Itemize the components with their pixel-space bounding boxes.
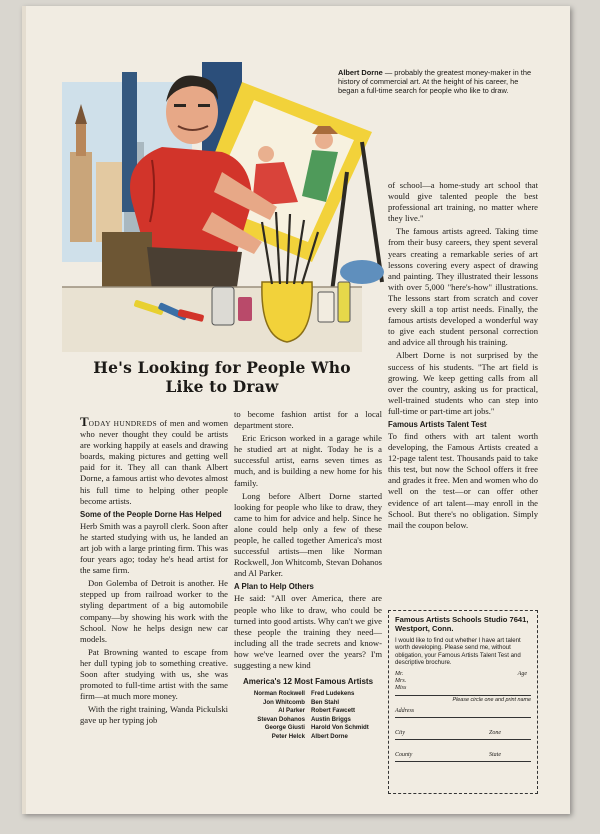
caption-name: Albert Dorne: [338, 68, 383, 77]
caption-text: — probably the greatest money-maker in the history of commercial art. At the height of his career, he began a full-time search for people who like to draw.: [338, 68, 532, 95]
artist-name: Jon Whitcomb: [263, 698, 305, 706]
artists-list-title: America's 12 Most Famous Artists: [242, 677, 374, 687]
paragraph: To find others with art talent worth developing, the Famous Artists created a 12-page talent test. Thousands paid to take this test, but now the School offers it free and grades it free. Men and women who do well on the test—or can offer other evidence of art talent—may enroll in the School. But there's no obligation. Simply mail the coupon below.: [388, 430, 538, 530]
title-mrs[interactable]: Mrs.: [395, 678, 407, 685]
paragraph: Pat Browning wanted to escape from her dull typing job to something creative. Soon after studying with us, she was promoted to full-time artist with the same firm—at much more money.: [80, 646, 228, 702]
illustration-caption: [338, 68, 538, 95]
paragraph: The famous artists agreed. Taking time from their busy careers, they spent several years creating a remarkable series of art lessons covering every aspect of drawing and painting. They illustrated their lessons with over 5,000 "here's-how" illustrations. The lessons start from scratch and cover every skill a top artist needs. Finally, the famous artists developed a wonderful way to give each student personal correction and advice all through his training.: [388, 226, 538, 348]
paragraph: Albert Dorne is not surprised by the success of his students. "The art field is growing. We keep getting calls from all over the country, asking us for practical, well-trained students who can step into full-time or part-time art jobs.": [388, 350, 538, 416]
name-field[interactable]: [395, 671, 531, 696]
artist-name: Peter Helck: [271, 733, 305, 741]
subheading-plan: A Plan to Help Others: [234, 582, 314, 592]
state-label: State: [489, 752, 501, 759]
address-field[interactable]: [395, 708, 531, 718]
title-miss[interactable]: Miss: [395, 685, 407, 692]
paragraph: Don Golemba of Detroit is another. He stepped up from railroad worker to the styling department of a big automobile company—by showing his work with the School. Now he helps design new car models.: [80, 578, 228, 644]
artist-name: Norman Rockwell: [253, 690, 305, 698]
circle-note: Please circle one and print name: [452, 697, 531, 704]
paragraph: Long before Albert Dorne started looking for people who like to draw, they came to him for advice and help. Since he alone could help only a few of these people, he called together America's most successful artists—men like Norman Rockwell, Jon Whitcomb, Stevan Dohanos and Al Parker.: [234, 490, 382, 579]
paragraph: With the right training, Wanda Pickulski gave up her typing job: [80, 704, 228, 726]
paragraph: He said: "All over America, there are people who like to draw, who could be turned into good artists. Why can't we give these people the training they need—including all the trade secrets and know-how we've learned over the years? I'm suggesting a new kind: [234, 593, 382, 670]
article-headline: He's Looking for People Who Like to Draw: [93, 358, 351, 396]
artist-name: Stevan Dohanos: [257, 715, 305, 723]
age-label: Age: [517, 671, 527, 678]
city-zone-field[interactable]: [395, 730, 531, 740]
artists-list: [234, 690, 382, 742]
artist-name: Robert Fawcett: [311, 707, 356, 715]
intro-text: of men and women who never thought they could be artists are working happily at easels and drawing boards, making pictures and getting well paid for it. They all can thank Albert Dorne, a famous artist who devotes almost his full time to helping other people become artists.: [80, 418, 228, 506]
spine-edge: [22, 6, 26, 814]
artist-name: George Giusti: [264, 724, 305, 732]
article-column-2: [234, 409, 382, 742]
article-column-3: [388, 180, 538, 533]
paragraph: Eric Ericson worked in a garage while he studied art at night. Today he is a successful artist, earns seven times as much, and is building a new home for his family.: [234, 433, 382, 488]
subheading-people-helped: Some of the People Dorne Has Helped: [80, 509, 222, 519]
paragraph: to become fashion artist for a local department store.: [234, 409, 382, 431]
artist-name: Albert Dorne: [311, 733, 348, 741]
article-column-1: [80, 416, 228, 728]
artist-name: Austin Briggs: [311, 715, 351, 723]
coupon-title: Famous Artists Schools Studio 7641, Westport, Conn.: [395, 615, 529, 634]
drop-cap: T: [80, 414, 89, 429]
paragraph: Herb Smith was a payroll clerk. Soon after he started studying with us, he landed an art job with a large printing firm. This was four years ago; today he's head artist for the same firm.: [80, 520, 228, 576]
subheading-talent-test: Famous Artists Talent Test: [388, 419, 487, 429]
county-label: County: [395, 752, 413, 759]
artist-name: Fred Ludekens: [311, 690, 355, 698]
city-label: City: [395, 730, 405, 737]
title-mr[interactable]: Mr.: [395, 671, 404, 678]
intro-lead: ODAY HUNDREDS: [88, 419, 158, 428]
artist-name: Harold Von Schmidt: [311, 724, 369, 732]
coupon-body: I would like to find out whether I have art talent worth developing. Please send me, without obligation, your Famous Artists Talent Test and descriptive brochure.: [395, 636, 521, 667]
artist-name: Ben Stahl: [311, 698, 340, 706]
county-state-field[interactable]: [395, 752, 531, 762]
paragraph: of school—a home-study art school that would give talented people the best professional art training, no matter where they live.": [388, 180, 538, 224]
artist-name: Al Parker: [278, 707, 305, 715]
intro-paragraph: [80, 416, 228, 507]
zone-label: Zone: [489, 730, 501, 737]
mail-in-coupon[interactable]: [388, 610, 538, 794]
address-label: Address: [395, 708, 415, 715]
comic-back-cover-page: [22, 6, 570, 814]
